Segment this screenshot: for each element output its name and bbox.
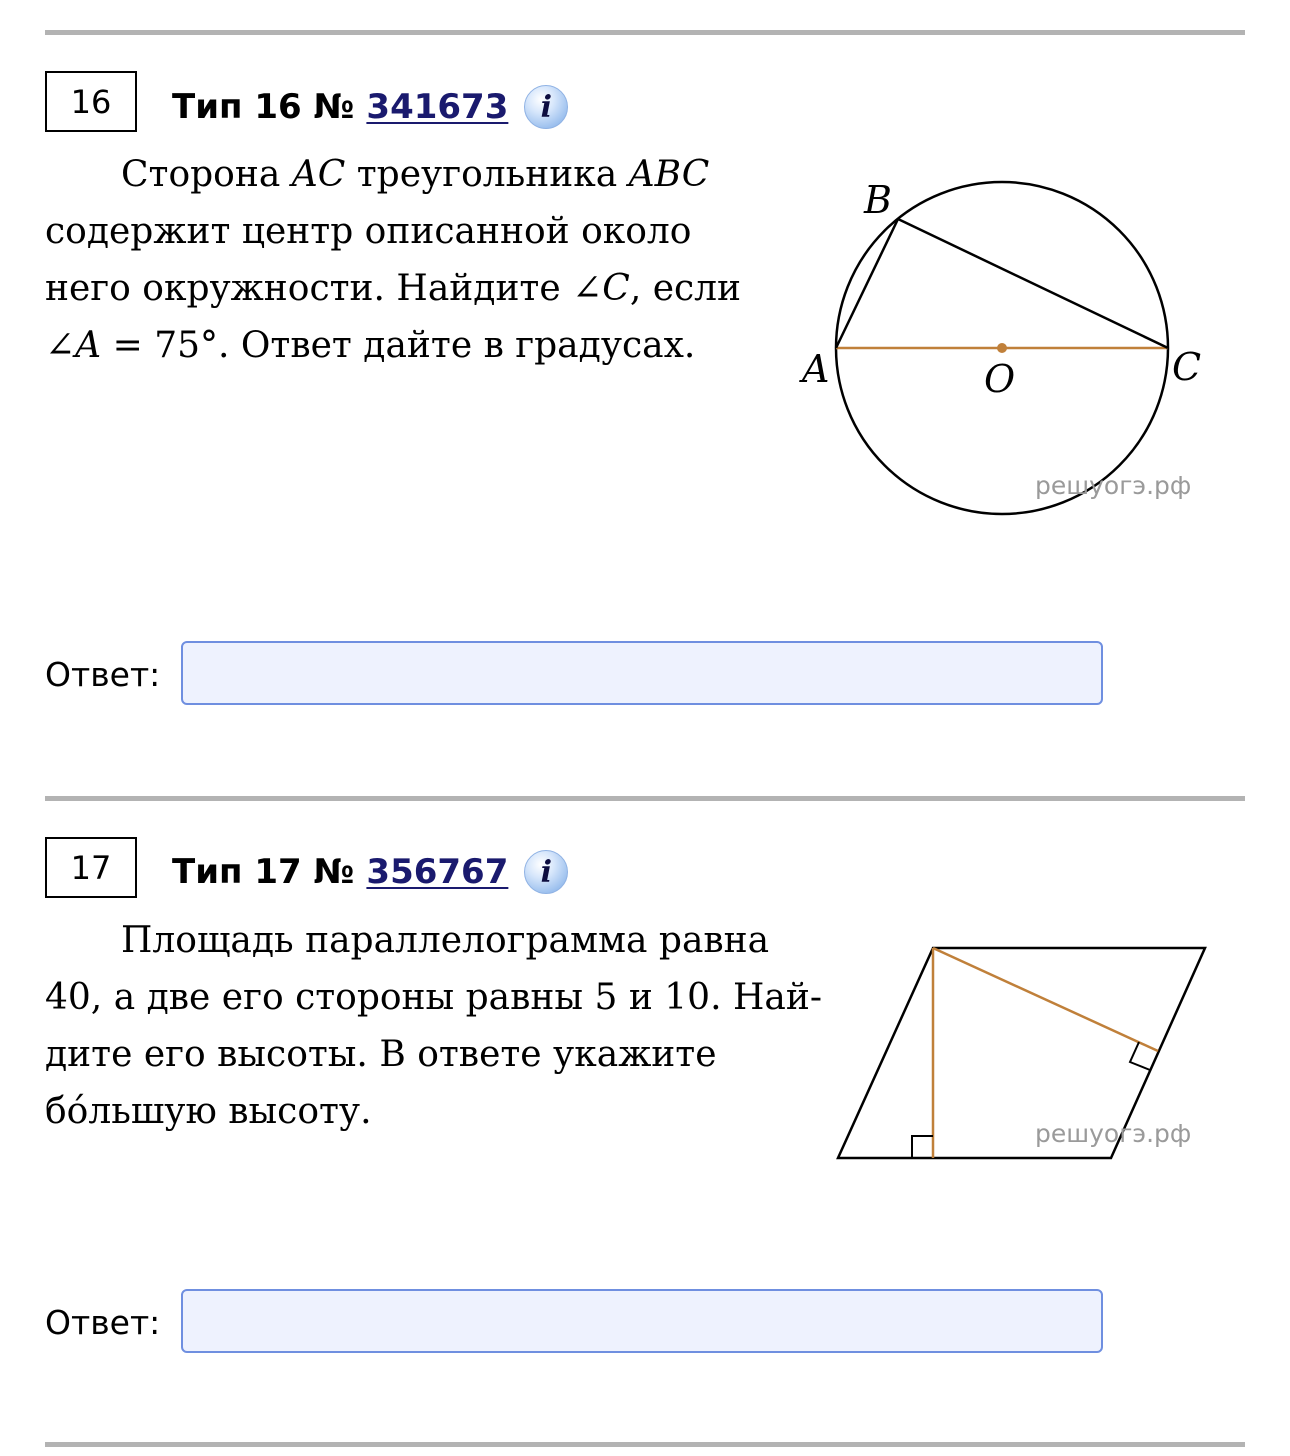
label-c: C	[1172, 345, 1202, 389]
height-to-side	[933, 948, 1158, 1051]
problem-line: бо́льшую высоту.	[45, 1091, 372, 1132]
task-id-link[interactable]: 341673	[366, 87, 509, 127]
watermark: решуогэ.рф	[1035, 1119, 1192, 1148]
task-type-label: Тип 16 №	[172, 87, 355, 127]
task-type-label: Тип 17 №	[172, 852, 355, 892]
bottom-divider	[45, 1442, 1245, 1447]
label-o: O	[984, 357, 1016, 401]
top-divider	[45, 30, 1245, 35]
parallelogram-figure	[820, 930, 1220, 1180]
info-icon[interactable]: i	[524, 850, 568, 894]
problem-text: Сторона AC треугольника ABC содержит центр описанной около него окружности. Найдите ∠C, если ∠A = 75°. Ответ дайте в градусах.	[45, 154, 742, 366]
task-number-box: 16	[45, 71, 137, 132]
right-angle-mark-bottom	[912, 1136, 933, 1158]
circle-triangle-figure	[780, 170, 1220, 530]
answer-input[interactable]	[181, 1289, 1103, 1353]
problem-text	[45, 912, 835, 1140]
problem-line: 40, а две его стороны равны 5 и 10. Най-	[45, 977, 822, 1018]
task-type-line	[172, 847, 568, 897]
watermark: решуогэ.рф	[1035, 471, 1192, 500]
info-icon[interactable]: i	[524, 85, 568, 129]
task-number-box: 17	[45, 837, 137, 898]
side-ab	[836, 219, 898, 348]
task-divider	[45, 796, 1245, 801]
answer-input[interactable]	[181, 641, 1103, 705]
task-id-link[interactable]: 356767	[366, 852, 509, 892]
center-point	[997, 343, 1007, 353]
label-b: B	[864, 178, 892, 222]
label-a: A	[802, 347, 830, 391]
answer-label: Ответ:	[45, 1303, 161, 1342]
task-type-line	[172, 82, 568, 132]
answer-label: Ответ:	[45, 655, 161, 694]
problem-line: дите его высоты. В ответе укажите	[45, 1034, 717, 1075]
problem-line: Площадь параллелограмма равна	[121, 920, 770, 961]
